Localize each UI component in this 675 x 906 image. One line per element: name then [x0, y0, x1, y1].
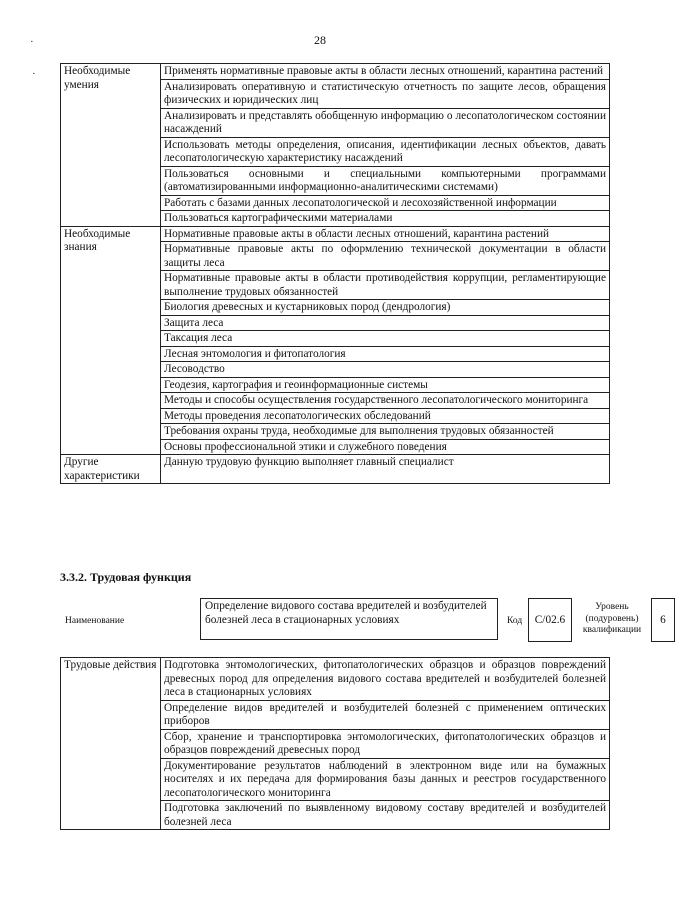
- row-item: Нормативные правовые акты в области лесных отношений, карантина растений: [161, 226, 610, 242]
- row-item: Сбор, хранение и транспортировка энтомологических, фитопатологических образцов и образцов повреждений древесных пород: [161, 729, 610, 758]
- table-row: [61, 64, 610, 80]
- page-number: 28: [314, 33, 326, 47]
- row-item: Требования охраны труда, необходимые для выполнения трудовых обязанностей: [161, 424, 610, 440]
- qualification-level-cell: 6: [651, 598, 675, 642]
- section-title: 3.3.2. Трудовая функция: [60, 570, 192, 584]
- labor-actions-table: [60, 657, 610, 830]
- row-item: Подготовка заключений по выявленному видовому составу вредителей и возбудителей болезней леса: [161, 801, 610, 830]
- row-item: Определение видов вредителей и возбудителей болезней с применением оптических приборов: [161, 700, 610, 729]
- row-item: Нормативные правовые акты в области противодействия коррупции, регламентирующие выполнение трудовых обязанностей: [161, 271, 610, 300]
- scan-mark: ·: [32, 68, 36, 80]
- labor-function-header: [60, 598, 666, 642]
- row-item: Методы проведения лесопатологических обследований: [161, 408, 610, 424]
- row-item: Документирование результатов наблюдений в электронном виде или на бумажных носителях и их передача для формирования базы данных и реестров государственного лесопатологического мониторинга: [161, 758, 610, 801]
- row-label: Необходимые знания: [61, 226, 161, 455]
- row-label: Трудовые действия: [61, 658, 161, 830]
- table-row: [61, 658, 610, 701]
- row-item: Лесная энтомология и фитопатология: [161, 346, 610, 362]
- row-item: Анализировать и представлять обобщенную информацию о лесопатологическом состоянии насаждений: [161, 108, 610, 137]
- function-code-cell: C/02.6: [528, 598, 572, 642]
- row-item: Пользоваться картографическими материалами: [161, 211, 610, 227]
- table-row: [61, 455, 610, 484]
- row-item: Таксация леса: [161, 331, 610, 347]
- row-item: Данную трудовую функцию выполняет главный специалист: [161, 455, 610, 484]
- scan-mark: ·: [30, 36, 34, 48]
- level-label: Уровень (подуровень) квалификации: [582, 602, 642, 635]
- row-item: Пользоваться основными и специальными компьютерными программами (автоматизированными информационно-аналитическими системами): [161, 166, 610, 195]
- row-item: Основы профессиональной этики и служебного поведения: [161, 439, 610, 455]
- row-item: Применять нормативные правовые акты в области лесных отношений, карантина растений: [161, 64, 610, 80]
- function-name-cell: Определение видового состава вредителей и возбудителей болезней леса в стационарных условиях: [200, 598, 498, 640]
- table-row: [61, 226, 610, 242]
- row-label: Другие характеристики: [61, 455, 161, 484]
- row-item: Лесоводство: [161, 362, 610, 378]
- row-item: Использовать методы определения, описания, идентификации лесных объектов, давать лесопатологическую характеристику насаждений: [161, 137, 610, 166]
- row-item: Работать с базами данных лесопатологической и лесохозяйственной информации: [161, 195, 610, 211]
- row-label: Необходимые умения: [61, 64, 161, 227]
- row-item: Биология древесных и кустарниковых пород (дендрология): [161, 300, 610, 316]
- code-label: Код: [507, 616, 523, 626]
- row-item: Геодезия, картография и геоинформационные системы: [161, 377, 610, 393]
- row-item: Подготовка энтомологических, фитопатологических образцов и образцов повреждений древесных пород для определения видового состава вредителей и возбудителей болезней леса в стационарных условиях: [161, 658, 610, 701]
- row-item: Анализировать оперативную и статистическую отчетность по защите лесов, обращения физических и юридических лиц: [161, 79, 610, 108]
- row-item: Методы и способы осуществления государственного лесопатологического мониторинга: [161, 393, 610, 409]
- row-item: Защита леса: [161, 315, 610, 331]
- requirements-table: [60, 63, 610, 484]
- name-label: Наименование: [65, 616, 125, 626]
- row-item: Нормативные правовые акты по оформлению технической документации в области защиты леса: [161, 242, 610, 271]
